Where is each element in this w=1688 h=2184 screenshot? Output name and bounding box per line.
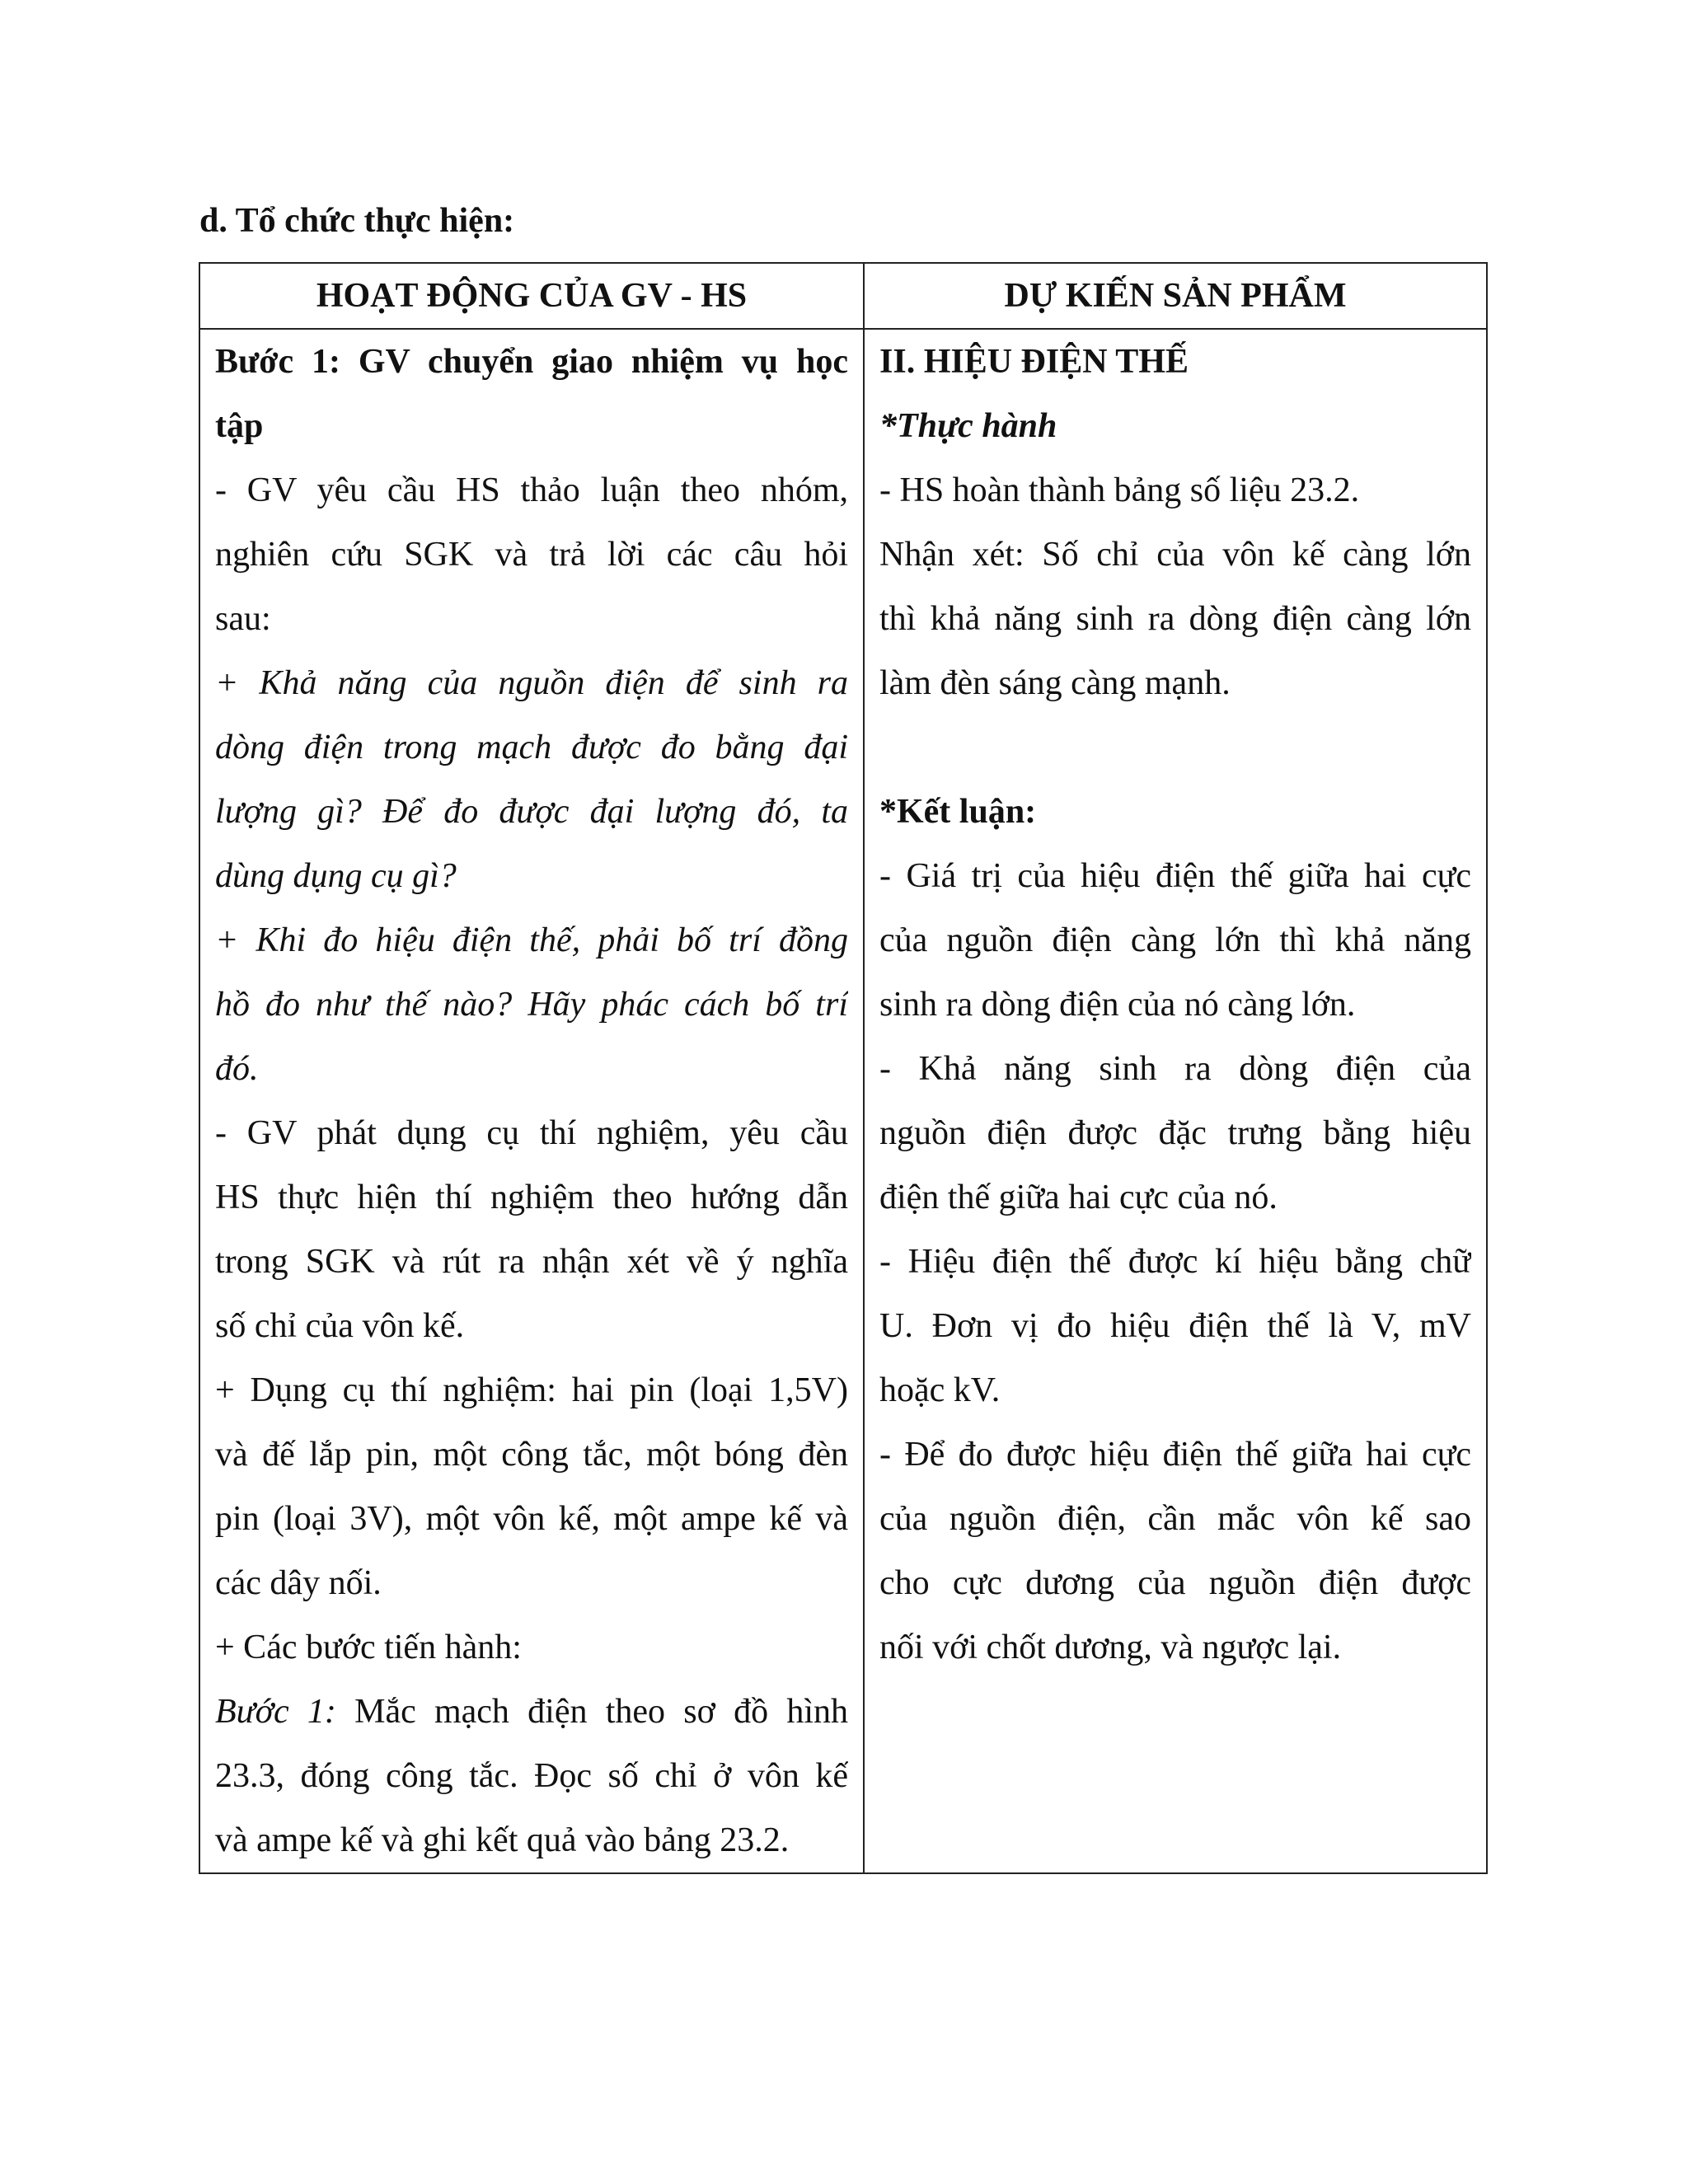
equipment-line: các dây nối. [215, 1564, 382, 1602]
conclusion-line: cho cực dương của nguồn điện được [879, 1564, 1471, 1602]
equipment-line: pin (loại 3V), một vôn kế, một ampe kế và [215, 1500, 848, 1538]
conclusion-line: nguồn điện được đặc trưng bằng hiệu [879, 1114, 1471, 1152]
instruction-line: sau: [215, 600, 271, 638]
procedure-step-line [215, 1680, 848, 1744]
spacer [879, 715, 1471, 780]
procedure-step-text: Mắc mạch điện theo sơ đồ hình [335, 1693, 848, 1731]
remark-line: Nhận xét: Số chỉ của vôn kế càng lớn [879, 536, 1471, 574]
instruction-line: số chỉ của vôn kế. [215, 1307, 465, 1345]
remark-line: làm đèn sáng càng mạnh. [879, 664, 1231, 702]
activity-cell [199, 329, 864, 1873]
conclusion-line: nối với chốt dương, và ngược lại. [879, 1629, 1342, 1666]
conclusion-line: điện thế giữa hai cực của nó. [879, 1179, 1278, 1216]
question-line: đó. [215, 1050, 259, 1088]
section-heading: d. Tổ chức thực hiện: [199, 202, 515, 240]
instruction-line: HS thực hiện thí nghiệm theo hướng dẫn [215, 1179, 848, 1216]
conclusion-line: - Khả năng sinh ra dòng điện của [879, 1050, 1471, 1088]
question-line: + Khi đo hiệu điện thế, phải bố trí đồng [215, 921, 848, 959]
procedure-step-label: Bước 1: [215, 1693, 336, 1731]
question-line: dùng dụng cụ gì? [215, 857, 457, 895]
practice-title: *Thực hành [879, 407, 1057, 445]
instruction-line: nghiên cứu SGK và trả lời các câu hỏi [215, 536, 848, 574]
question-line: lượng gì? Để đo được đại lượng đó, ta [215, 793, 848, 831]
table-row [199, 329, 1487, 1873]
header-teacher-student-activity: HOẠT ĐỘNG CỦA GV - HS [199, 263, 864, 329]
result-line: - HS hoàn thành bảng số liệu 23.2. [879, 471, 1360, 509]
step1-title-line: Bước 1: GV chuyển giao nhiệm vụ học [215, 343, 848, 381]
activity-table [199, 262, 1488, 1874]
conclusion-title: *Kết luận: [879, 793, 1037, 831]
procedure-step-line: và ampe kế và ghi kết quả vào bảng 23.2. [215, 1821, 790, 1859]
instruction-line: - GV phát dụng cụ thí nghiệm, yêu cầu [215, 1114, 848, 1152]
procedure-line: + Các bước tiến hành: [215, 1629, 522, 1666]
procedure-step-line: 23.3, đóng công tắc. Đọc số chỉ ở vôn kế [215, 1757, 848, 1795]
question-line: + Khả năng của nguồn điện để sinh ra [215, 664, 848, 702]
remark-line: thì khả năng sinh ra dòng điện càng lớn [879, 600, 1471, 638]
step1-title-line: tập [215, 407, 264, 445]
instruction-line: trong SGK và rút ra nhận xét về ý nghĩa [215, 1243, 848, 1281]
question-line: dòng điện trong mạch được đo bằng đại [215, 729, 848, 766]
section-title: II. HIỆU ĐIỆN THẾ [879, 343, 1189, 381]
conclusion-line: hoặc kV. [879, 1371, 1001, 1409]
conclusion-line: - Để đo được hiệu điện thế giữa hai cực [879, 1436, 1471, 1474]
table-header-row [199, 263, 1487, 329]
conclusion-line: của nguồn điện càng lớn thì khả năng [879, 921, 1471, 959]
conclusion-line: của nguồn điện, cần mắc vôn kế sao [879, 1500, 1471, 1538]
conclusion-line: - Giá trị của hiệu điện thế giữa hai cực [879, 857, 1471, 895]
equipment-line: và đế lắp pin, một công tắc, một bóng đèn [215, 1436, 848, 1474]
conclusion-line: - Hiệu điện thế được kí hiệu bằng chữ [879, 1243, 1471, 1281]
instruction-line: - GV yêu cầu HS thảo luận theo nhóm, [215, 471, 848, 509]
header-expected-product: DỰ KIẾN SẢN PHẨM [864, 263, 1487, 329]
conclusion-line: U. Đơn vị đo hiệu điện thế là V, mV [879, 1307, 1471, 1345]
conclusion-line: sinh ra dòng điện của nó càng lớn. [879, 986, 1356, 1024]
equipment-line: + Dụng cụ thí nghiệm: hai pin (loại 1,5V) [215, 1371, 848, 1409]
product-cell [864, 329, 1487, 1873]
question-line: hồ đo như thế nào? Hãy phác cách bố trí [215, 986, 848, 1024]
